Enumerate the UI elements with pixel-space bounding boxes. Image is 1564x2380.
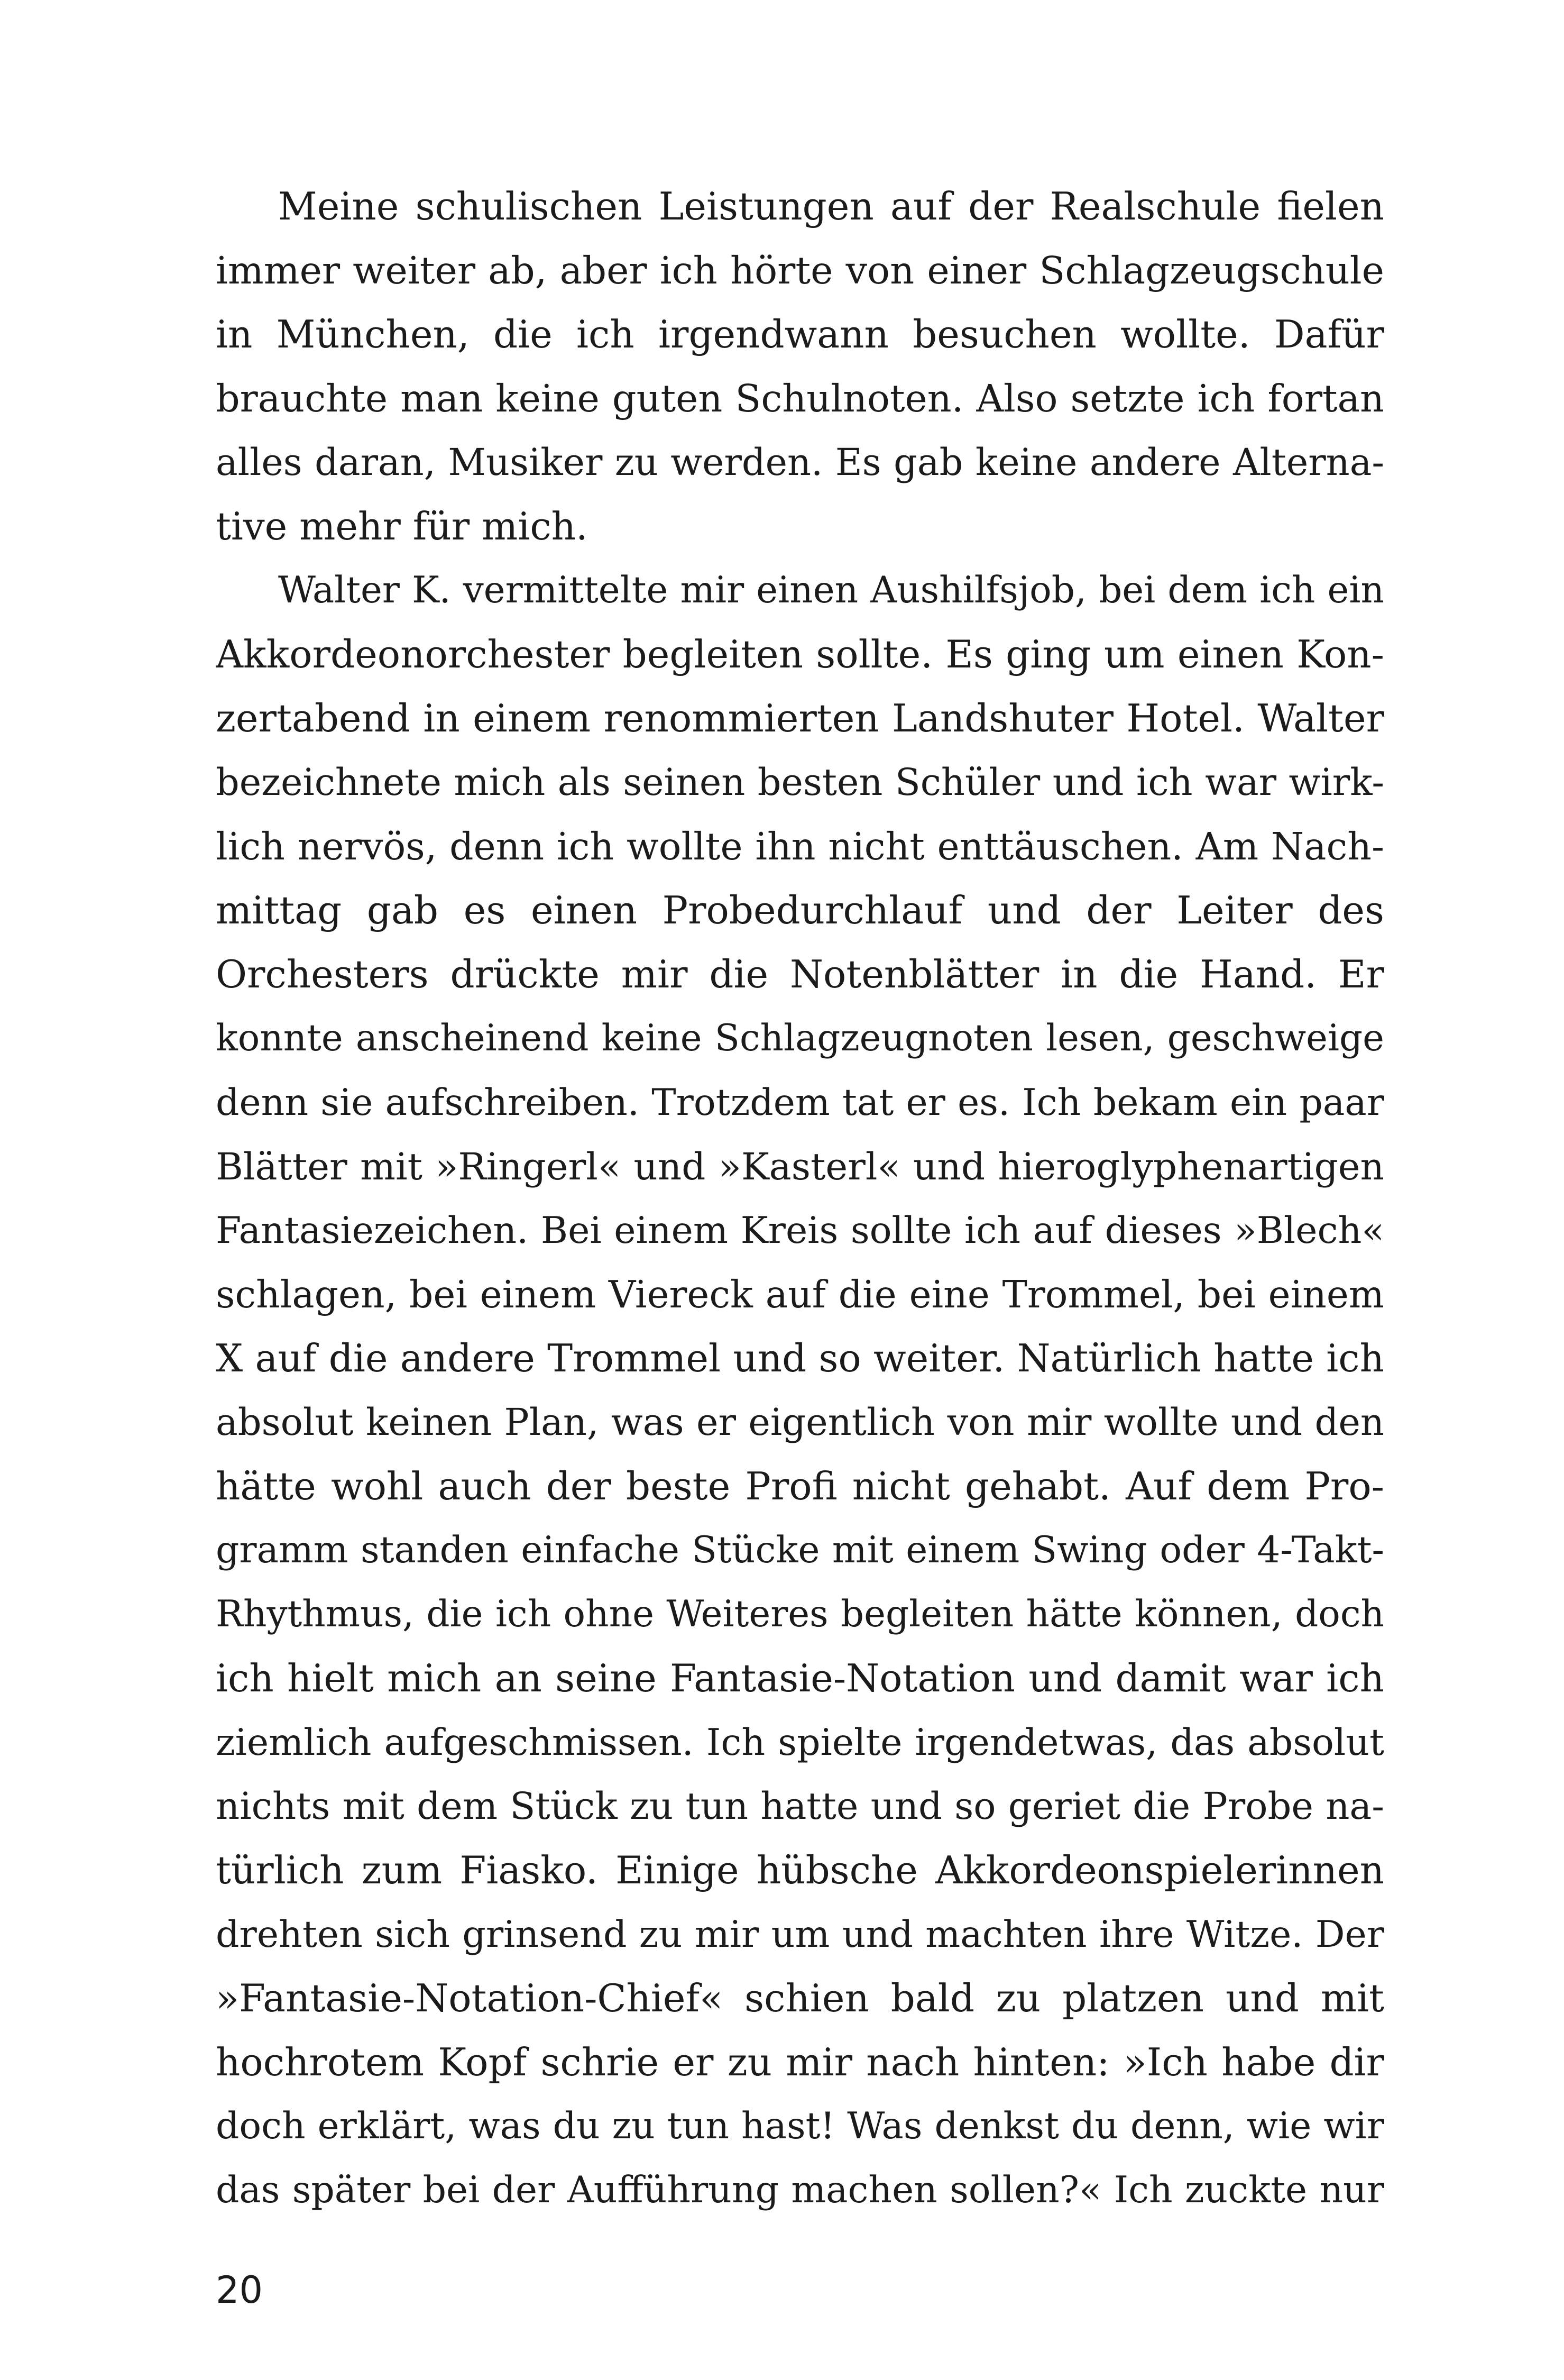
text-line: Walter K. vermittelte mir einen Aushilfsjob, bei dem ich ein [278, 569, 1384, 611]
text-line: tive mehr für mich. [216, 504, 588, 548]
text-line: doch erklärt, was du zu tun hast! Was denkst du denn, wie wir [216, 2105, 1384, 2147]
text-line: Akkordeonorchester begleiten sollte. Es ging um einen Kon- [216, 632, 1384, 676]
body-text [216, 175, 1384, 2222]
text-line: immer weiter ab, aber ich hörte von einer Schlagzeugschule [216, 249, 1384, 292]
text-line: hochrotem Kopf schrie er zu mir nach hinten: »Ich habe dir [216, 2040, 1384, 2084]
text-line: mittag gab es einen Probedurchlauf und der Leiter des [216, 888, 1384, 932]
text-line: ich hielt mich an seine Fantasie-Notation und damit war ich [216, 1656, 1384, 1700]
text-line: Blätter mit »Ringerl« und »Kasterl« und hieroglyphenartigen [216, 1145, 1384, 1188]
text-line: Fantasiezeichen. Bei einem Kreis sollte ich auf dieses »Blech« [216, 1209, 1384, 1252]
text-line: in München, die ich irgendwann besuchen wollte. Dafür [216, 312, 1384, 356]
text-line: bezeichnete mich als seinen besten Schüler und ich war wirk- [216, 761, 1384, 804]
text-line: zertabend in einem renommierten Landshuter Hotel. Walter [216, 696, 1384, 740]
text-line: hätte wohl auch der beste Profi nicht gehabt. Auf dem Pro- [216, 1464, 1384, 1508]
text-line: Meine schulischen Leistungen auf der Realschule fielen [278, 184, 1384, 228]
page-number: 20 [216, 2268, 263, 2312]
text-line: ziemlich aufgeschmissen. Ich spielte irgendetwas, das absolut [216, 1721, 1384, 1764]
text-line: denn sie aufschreiben. Trotzdem tat er es. Ich bekam ein paar [216, 1081, 1384, 1124]
text-line: drehten sich grinsend zu mir um und machten ihre Witze. Der [216, 1913, 1384, 1956]
text-line: »Fantasie-Notation-Chief« schien bald zu platzen und mit [216, 1976, 1384, 2020]
text-line: X auf die andere Trommel und so weiter. Natürlich hatte ich [216, 1336, 1384, 1380]
text-line: brauchte man keine guten Schulnoten. Also setzte ich fortan [216, 377, 1384, 420]
text-line: schlagen, bei einem Viereck auf die eine Trommel, bei einem [216, 1273, 1384, 1316]
text-line: Rhythmus, die ich ohne Weiteres begleiten hätte können, doch [216, 1593, 1384, 1635]
text-line: nichts mit dem Stück zu tun hatte und so geriet die Probe na- [216, 1784, 1384, 1828]
text-line: lich nervös, denn ich wollte ihn nicht enttäuschen. Am Nach- [216, 825, 1384, 868]
text-line: das später bei der Aufführung machen sollen?« Ich zuckte nur [216, 2169, 1384, 2211]
text-line: konnte anscheinend keine Schlagzeugnoten lesen, geschweige [216, 1017, 1384, 1059]
text-line: alles daran, Musiker zu werden. Es gab keine andere Alterna- [216, 441, 1384, 484]
text-line: gramm standen einfache Stücke mit einem Swing oder 4-Takt- [216, 1529, 1384, 1571]
text-line: Orchesters drückte mir die Notenblätter in die Hand. Er [216, 952, 1384, 996]
text-line: absolut keinen Plan, was er eigentlich von mir wollte und den [216, 1400, 1384, 1444]
text-line: türlich zum Fiasko. Einige hübsche Akkordeonspielerinnen [216, 1848, 1384, 1892]
